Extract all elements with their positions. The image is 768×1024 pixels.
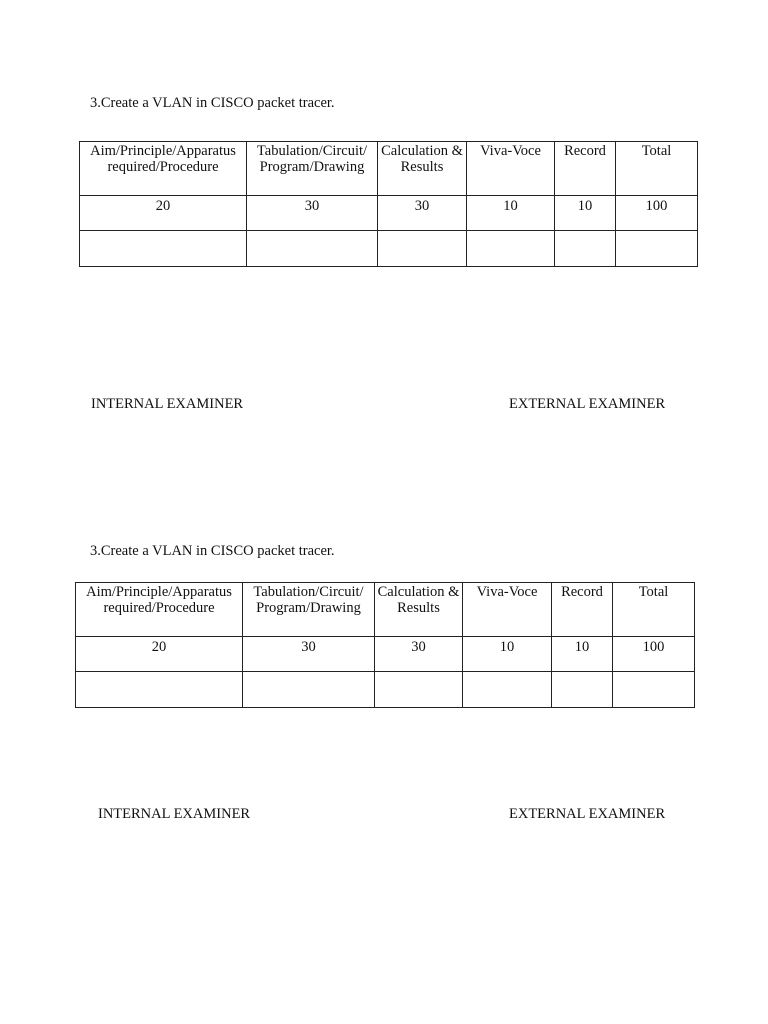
external-examiner-label: EXTERNAL EXAMINER (509, 806, 666, 822)
max-total: 100 (616, 196, 698, 231)
header-record: Record (552, 583, 613, 637)
experiment-title: 3.Create a VLAN in CISCO packet tracer. (90, 95, 335, 111)
header-row (80, 142, 698, 196)
experiment-title: 3.Create a VLAN in CISCO packet tracer. (90, 543, 335, 559)
max-marks-row (80, 196, 698, 231)
header-aim: Aim/Principle/Apparatus required/Procedure (76, 583, 243, 637)
awarded-total[interactable] (613, 672, 695, 708)
header-tabulation: Tabulation/Circuit/ Program/Drawing (247, 142, 378, 196)
max-calculation: 30 (378, 196, 467, 231)
header-viva-voce: Viva-Voce (467, 142, 555, 196)
awarded-total[interactable] (616, 231, 698, 267)
max-record: 10 (552, 637, 613, 672)
awarded-marks-row (76, 672, 695, 708)
max-viva-voce: 10 (467, 196, 555, 231)
header-aim: Aim/Principle/Apparatus required/Procedure (80, 142, 247, 196)
max-calculation: 30 (375, 637, 463, 672)
marks-table (75, 582, 695, 708)
header-record: Record (555, 142, 616, 196)
awarded-aim[interactable] (80, 231, 247, 267)
awarded-tabulation[interactable] (243, 672, 375, 708)
awarded-calculation[interactable] (378, 231, 467, 267)
marks-table (79, 141, 698, 267)
awarded-tabulation[interactable] (247, 231, 378, 267)
awarded-calculation[interactable] (375, 672, 463, 708)
header-calculation: Calculation & Results (378, 142, 467, 196)
header-tabulation: Tabulation/Circuit/ Program/Drawing (243, 583, 375, 637)
header-calculation: Calculation & Results (375, 583, 463, 637)
max-tabulation: 30 (247, 196, 378, 231)
awarded-viva-voce[interactable] (467, 231, 555, 267)
max-marks-row (76, 637, 695, 672)
awarded-aim[interactable] (76, 672, 243, 708)
internal-examiner-label: INTERNAL EXAMINER (91, 396, 244, 412)
max-total: 100 (613, 637, 695, 672)
internal-examiner-label: INTERNAL EXAMINER (98, 806, 251, 822)
max-tabulation: 30 (243, 637, 375, 672)
max-viva-voce: 10 (463, 637, 552, 672)
awarded-marks-row (80, 231, 698, 267)
external-examiner-label: EXTERNAL EXAMINER (509, 396, 666, 412)
header-total: Total (616, 142, 698, 196)
header-row (76, 583, 695, 637)
awarded-viva-voce[interactable] (463, 672, 552, 708)
max-aim: 20 (76, 637, 243, 672)
awarded-record[interactable] (552, 672, 613, 708)
awarded-record[interactable] (555, 231, 616, 267)
header-total: Total (613, 583, 695, 637)
header-viva-voce: Viva-Voce (463, 583, 552, 637)
max-record: 10 (555, 196, 616, 231)
max-aim: 20 (80, 196, 247, 231)
